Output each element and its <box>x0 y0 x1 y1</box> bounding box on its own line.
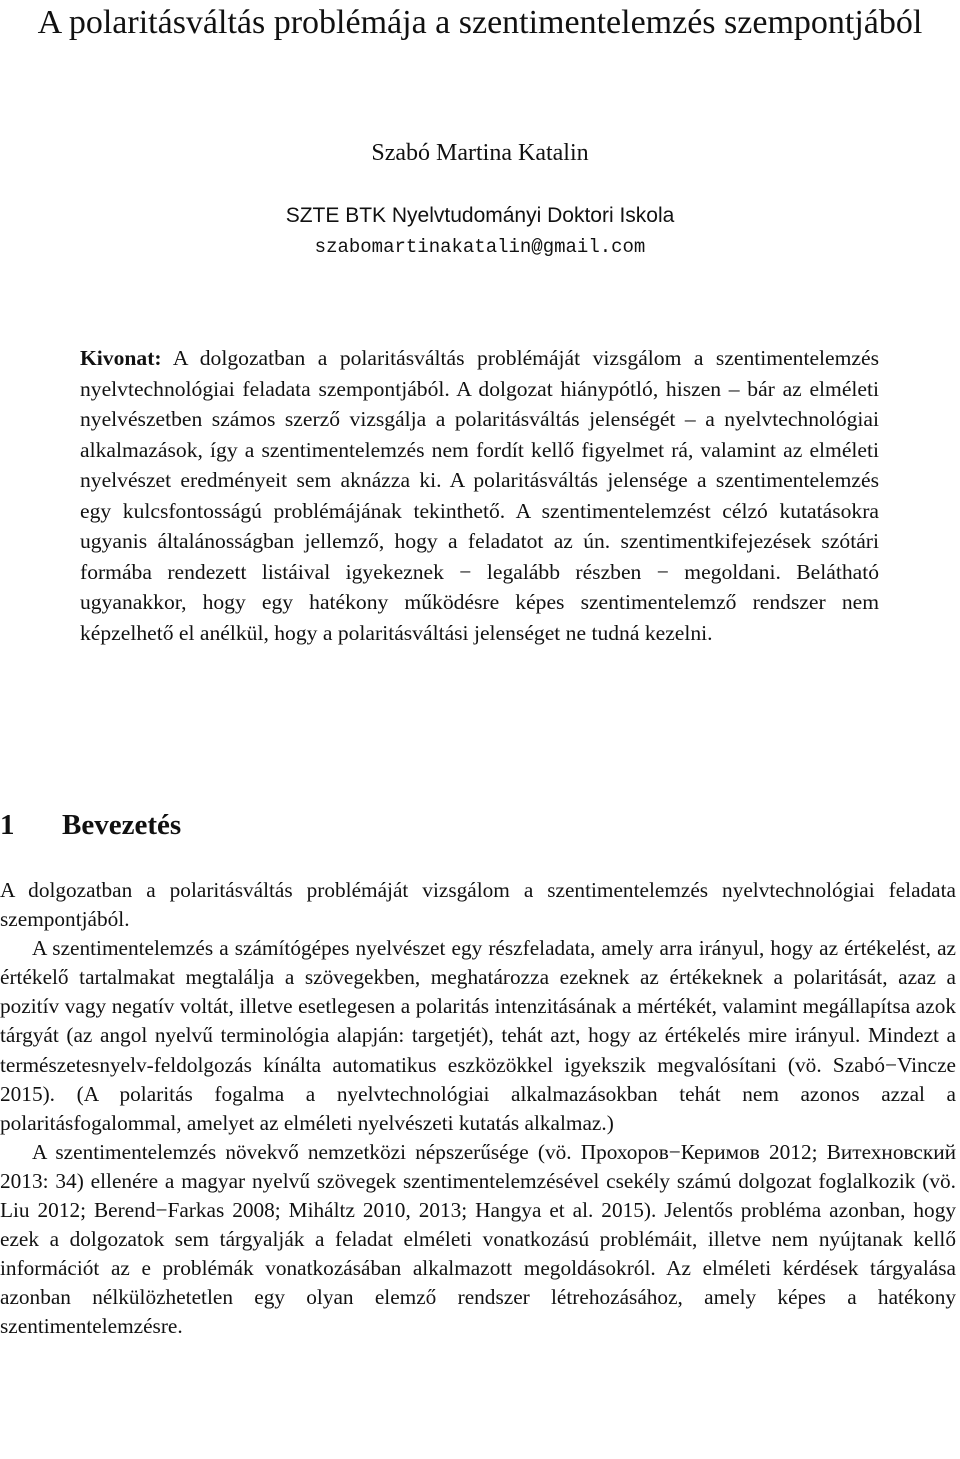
section-heading <box>0 806 181 844</box>
section-title: Bevezetés <box>62 809 182 841</box>
paragraph: A szentimentelemzés a számítógépes nyelvészet egy részfeladata, amely arra irányul, hogy az értékelést, az értékelő tartalmakat megtalálja a szövegekben, meghatározza ezeknek az értékeknek a polaritását, azaz a pozitív vagy negatív voltát, illetve esetlegesen a polaritás intenzitásának a mértékét, valamint megállapítsa azok tárgyát (az angol nyelvű terminológia alapján: targetjét), tehát azt, hogy az értékelés mire irányul. Mindezt a természetesnyelv-feldolgozás kínálta automatikus eszközökkel igyekszik megvalósítani (vö. Szabó−Vincze 2015). (A polaritás fogalma a nyelvtechnológiai alkalmazásokban tehát nem azonos azzal a polaritásfogalommal, amelyet az elméleti nyelvészeti kutatás alkalmaz.) <box>0 936 956 1135</box>
paragraph: A dolgozatban a polaritásváltás problémáját vizsgálom a szentimentelemzés nyelvtechnológiai feladata szempontjából. <box>0 878 956 932</box>
section-body <box>0 876 956 1342</box>
abstract <box>80 343 879 648</box>
affiliation: SZTE BTK Nyelvtudományi Doktori Iskola <box>285 204 675 227</box>
abstract-label: Kivonat: <box>80 346 162 370</box>
paragraph: A szentimentelemzés növekvő nemzetközi népszerűsége (vö. Прохоров−Керимов 2012; Витехновский 2013: 34) ellenére a magyar nyelvű szövegek szentimentelemzésével csekély számú dolgozat foglalkozik (vö. Liu 2012; Berend−Farkas 2008; Miháltz 2010, 2013; Hangya et al. 2015). Jelentős probléma azonban, hogy ezek a dolgozatok sem tárgyalják a feladat elméleti vonatkozású problémáit, illetve nem nyújtanak kellő információt az e problémák vonatkozásában alkalmazott megoldásokról. Az elméleti kérdések tárgyalása azonban nélkülözhetetlen egy olyan elemző rendszer létrehozásához, amely képes a hatékony szentimentelemzésre. <box>0 1139 956 1339</box>
section-number: 1 <box>0 809 15 841</box>
paper-title: A polaritásváltás problémája a szentimentelemzés szempontjából <box>37 4 923 41</box>
abstract-text: A dolgozatban a polaritásváltás problémáját vizsgálom a szentimentelemzés nyelvtechnológiai feladata szempontjából. A dolgozat hiánypótló, hiszen – bár az elméleti nyelvészetben számos szerző vizsgálja a polaritásváltás jelenségét – a nyelvtechnológiai alkalmazások, így a szentimentelemzés nem fordít kellő figyelmet rá, valamint az elméleti nyelvészet eredményeit sem aknázza ki. A polaritásváltás jelensége a szentimentelemzés egy kulcsfontosságú problémájának tekinthető. A szentimentelemzést célzó kutatásokra ugyanis általánosságban jellemző, hogy a feladatot az ún. szentimentkifejezések szótári formába rendezett listáival igyekeznek − legalább részben − megoldani. Belátható ugyanakkor, hogy egy hatékony működésre képes szentimentelemző rendszer nem képzelhető el anélkül, hogy a polaritásváltási jelenséget ne tudná kezelni. <box>80 346 879 645</box>
author-email: szabomartinakatalin@gmail.com <box>314 236 646 258</box>
author-name: Szabó Martina Katalin <box>371 140 589 166</box>
